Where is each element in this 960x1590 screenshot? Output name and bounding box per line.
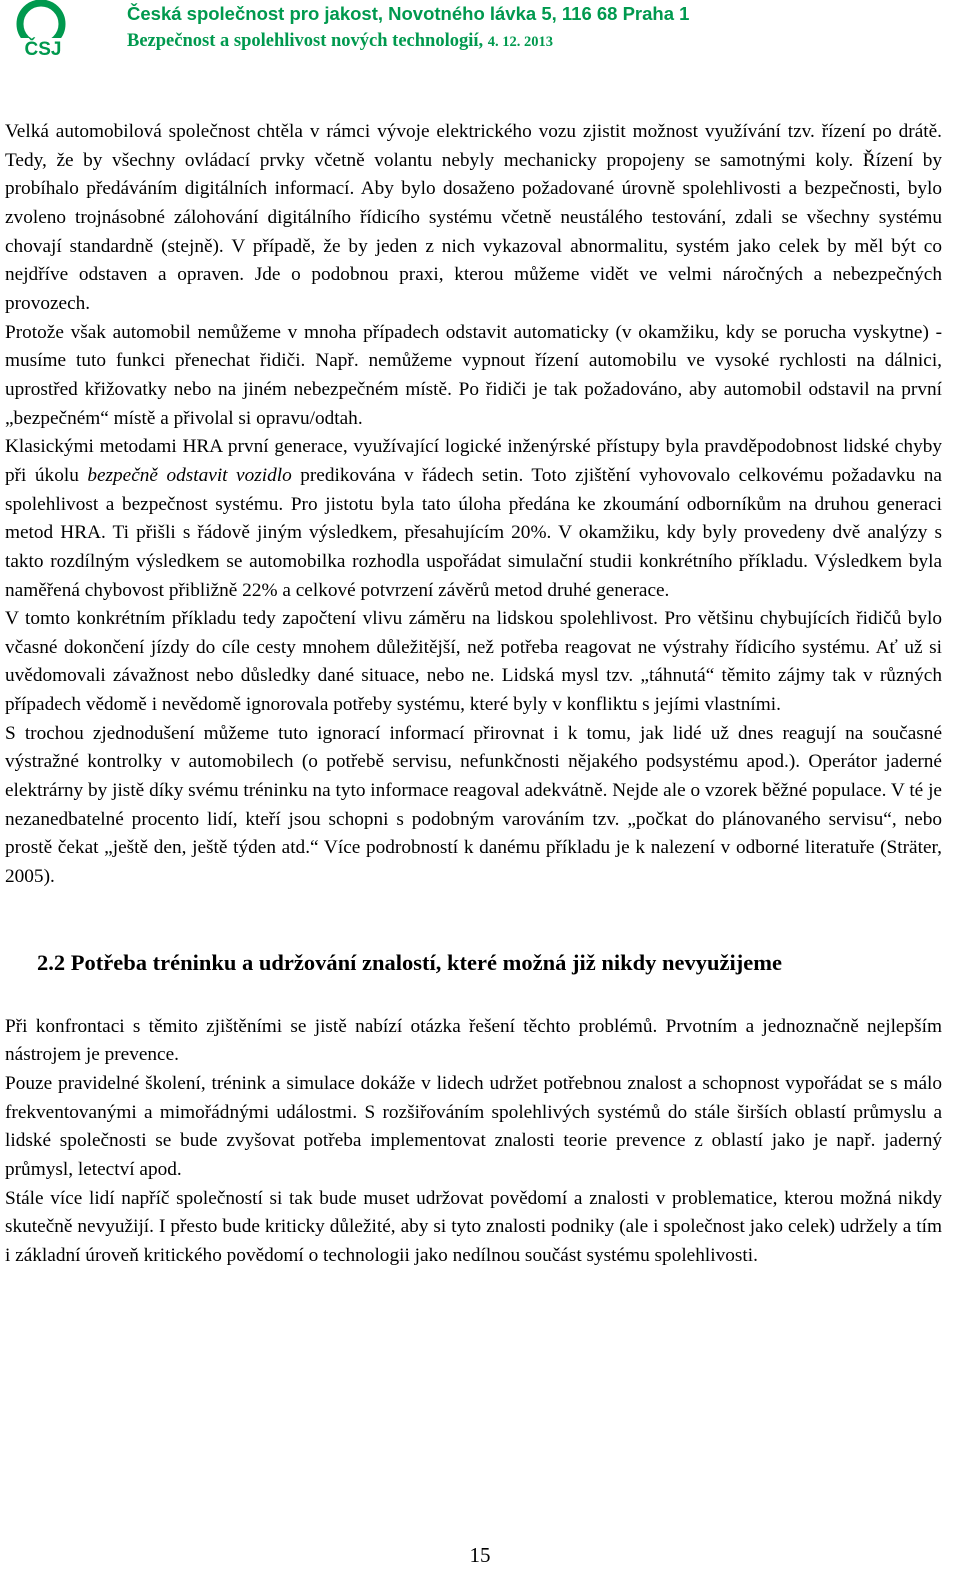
page-header <box>0 0 960 60</box>
paragraph: Pouze pravidelné školení, trénink a simulace dokáže v lidech udržet potřebnou znalost a schopnost vypořádat se s málo frekventovanými a mimořádnými událostmi. S rozšiřováním spolehlivých systémů do stále širších oblastí průmyslu a lidské společnosti se bude zvyšovat potřeba implementovat znalosti teorie prevence z oblastí jako je např. jaderný průmysl, letectví apod. <box>5 1073 942 1180</box>
conference-date: 4. 12. 2013 <box>487 34 554 50</box>
page-number: 15 <box>469 1543 491 1567</box>
conference-title: Bezpečnost a spolehlivost nových technologií, <box>127 31 484 51</box>
document-body <box>5 118 942 1271</box>
paragraph-text: Klasickými metodami HRA první generace, využívající logické inženýrské přístupy byla pravděpodobnost lidské chyby při úkolu <box>5 436 942 486</box>
conference-line <box>127 31 553 52</box>
paragraph: Protože však automobil nemůžeme v mnoha případech odstavit automaticky (v okamžiku, kdy se porucha vyskytne) - musíme tuto funkci přenechat řidiči. Např. nemůžeme vypnout řízení automobilu ve vysoké rychlosti na dálnici, uprostřed křižovatky nebo na jiném nebezpečném místě. Po řidiči je tak požadováno, aby automobil odstavil na první „bezpečném“ místě a přivolal si opravu/odtah. <box>5 321 942 429</box>
emphasized-phrase: bezpečně odstavit vozidlo <box>87 464 292 486</box>
paragraph: S trochou zjednodušení můžeme tuto ignorací informací přirovnat i k tomu, jak lidé už dnes reagují na současné výstražné kontrolky v automobilech (o potřebě servisu, nefunkčnosti nějakého podsystému apod.). Operátor jaderné elektrárny by jistě díky svému tréninku na tyto informace reagoval adekvátně. Nejde ale o vzorek běžné populace. V té je nezanedbatelné procento lidí, kteří jsou schopni s podobným varováním tzv. „počkat do plánovaného servisu“, nebo prostě čekat „ještě den, ještě týden atd.“ Více podrobností k danému příkladu je k nalezení v odborné literatuře (Sträter, 2005). <box>5 722 942 888</box>
logo-text: ČSJ <box>24 39 62 58</box>
paragraph: Při konfrontaci s těmito zjištěními se jistě nabízí otázka řešení těchto problémů. Prvotním a jednoznačně nejlepším nástrojem je prevence. <box>5 1015 942 1066</box>
csj-logo <box>10 0 76 58</box>
paragraph <box>5 433 942 605</box>
section-heading: 2.2 Potřeba tréninku a udržování znalostí, které možná již nikdy nevyužijeme <box>37 949 782 975</box>
organization-line: Česká společnost pro jakost, Novotného lávka 5, 116 68 Praha 1 <box>127 3 690 24</box>
paragraph: Velká automobilová společnost chtěla v rámci vývoje elektrického vozu zjistit možnost využívání tzv. řízení po drátě. Tedy, že by všechny ovládací prvky včetně volantu nebyly mechanicky propojeny se samotnými koly. Řízení by probíhalo předáváním digitálních informací. Aby bylo dosaženo požadované úrovně spolehlivosti a bezpečnosti, bylo zvoleno trojnásobné zálohování digitálního řídicího systému včetně neustálého testování, zdali se všechny systému chovají standardně (stejně). V případě, že by jeden z nich vykazoval abnormalitu, systém jako celek by měl být co nejdříve odstaven a opraven. Jde o podobnou praxi, kterou můžeme vidět ve velmi náročných a nebezpečných provozech. <box>5 121 942 314</box>
section-body <box>5 1013 942 1271</box>
paragraph: Stále více lidí napříč společností si tak bude muset udržovat povědomí a znalosti v problematice, kterou možná nikdy skutečně nevyužijí. I přesto bude kriticky důležité, aby si tyto znalosti podniky (ale i společnost jako celek) udržely a tím i základní úroveň kritického povědomí o technologii jako nedílnou součást systému spolehlivosti. <box>5 1187 942 1266</box>
paragraph: V tomto konkrétním příkladu tedy započtení vlivu záměru na lidskou spolehlivost. Pro většinu chybujících řidičů bylo včasné dokončení jízdy do cíle cesty mnohem důležitější, než potřeba reagovat ne výstrahy řídicího systému. Ať už si uvědomovali závažnost nebo důsledky dané situace, nebo ne. Lidská mysl tzv. „táhnutá“ těmito zájmy tak v různých případech vědomě i nevědomě ignorovala potřeby systému, které byly v konfliktu s jejími vlastními. <box>5 608 942 716</box>
paragraph-text: predikována v řádech setin. Toto zjištění vyhovovalo celkovému požadavku na spolehlivost a bezpečnost systému. Pro jistotu byla tato úloha předána ke zkoumání odborníkům na druhou generaci metod HRA. Ti přišli s řádově jiným výsledkem, přesahujícím 20%. V okamžiku, kdy byly provedeny dvě analýzy s takto rozdílným výsledkem se automobilka rozhodla uspořádat simulační studii konkrétního příkladu. Výsledkem byla naměřená chybovost přibližně 22% a celkové potvrzení závěrů metod druhé generace. <box>5 464 942 601</box>
